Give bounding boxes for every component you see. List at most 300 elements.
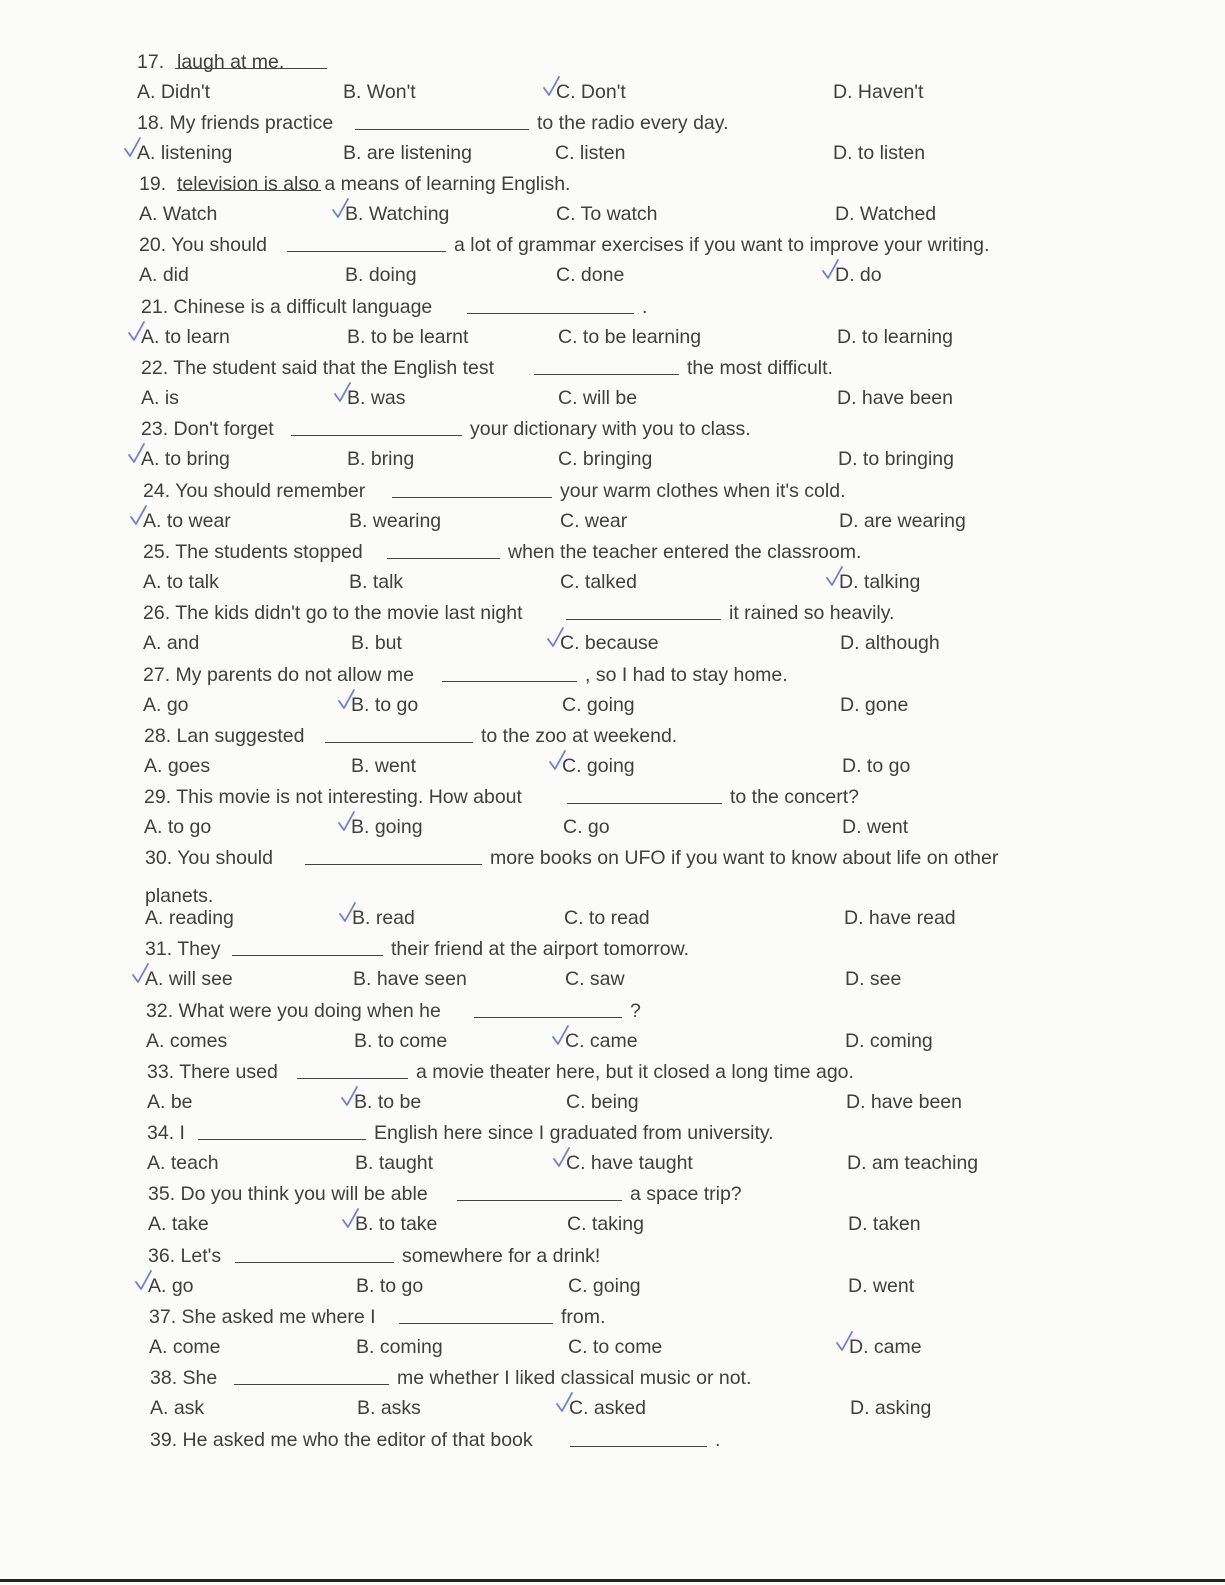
- option-d[interactable]: [850, 1396, 931, 1420]
- option-label: B. going: [351, 816, 423, 838]
- option-label: D. do: [835, 264, 882, 286]
- answer-blank[interactable]: [291, 419, 462, 436]
- option-label: A. comes: [146, 1030, 228, 1052]
- question-text-after-blank: it rained so heavily.: [729, 602, 895, 624]
- option-label: B. to go: [356, 1275, 424, 1297]
- option-label: C. because: [560, 632, 659, 654]
- option-label: C. taking: [567, 1213, 644, 1235]
- question-stem: [147, 1060, 854, 1084]
- option-c[interactable]: [566, 1090, 639, 1114]
- question-text-before-blank: They: [177, 938, 221, 960]
- answer-blank[interactable]: [234, 1368, 389, 1385]
- page-bottom-rule: [0, 1579, 1225, 1582]
- option-b[interactable]: [351, 754, 416, 778]
- option-c[interactable]: [555, 141, 625, 165]
- question-number: 38.: [150, 1367, 178, 1389]
- option-d[interactable]: [833, 80, 923, 104]
- question-21: [0, 295, 1225, 357]
- option-label: B. have seen: [353, 968, 467, 990]
- option-label: A. to go: [144, 816, 212, 838]
- option-label: B. to take: [355, 1213, 438, 1235]
- option-label: C. bringing: [558, 448, 653, 470]
- option-label: B. but: [351, 632, 402, 654]
- question-39: [0, 1428, 1225, 1490]
- answer-blank[interactable]: [399, 1307, 553, 1324]
- question-stem: [150, 1366, 752, 1390]
- question-text-after-blank: a space trip?: [630, 1183, 742, 1205]
- question-text-after-blank: when the teacher entered the classroom.: [508, 541, 862, 563]
- answer-blank[interactable]: [287, 235, 446, 252]
- option-a[interactable]: [149, 1335, 221, 1359]
- question-text-before-blank: The student said that the English test: [173, 357, 495, 379]
- question-32: [0, 999, 1225, 1061]
- option-d[interactable]: [837, 386, 953, 410]
- option-label: D. have been: [837, 387, 954, 409]
- option-label: B. to be: [354, 1091, 422, 1113]
- option-label: D. went: [842, 816, 909, 838]
- option-label: A. and: [143, 632, 200, 654]
- option-d[interactable]: [835, 202, 936, 226]
- option-label: D. Watched: [835, 203, 937, 225]
- option-label: D. to learning: [837, 326, 953, 348]
- option-a[interactable]: [148, 1274, 194, 1298]
- answer-blank[interactable]: [355, 113, 529, 130]
- option-d[interactable]: [848, 1274, 914, 1298]
- option-label: B. to come: [354, 1030, 448, 1052]
- option-label: D. coming: [845, 1030, 933, 1052]
- question-stem: [143, 601, 895, 625]
- question-stem: [141, 356, 833, 380]
- option-b[interactable]: [354, 1029, 447, 1053]
- option-label: B. read: [352, 907, 415, 929]
- question-stem: [141, 417, 751, 441]
- option-d[interactable]: [844, 906, 956, 930]
- question-text-after-blank: .: [715, 1429, 721, 1451]
- option-label: B. are listening: [343, 142, 472, 164]
- option-c[interactable]: [567, 1212, 644, 1236]
- question-number: 25.: [143, 541, 171, 563]
- option-label: D. am teaching: [847, 1152, 979, 1174]
- question-stem: [148, 1244, 601, 1268]
- option-c[interactable]: [565, 967, 625, 991]
- question-number: 19.: [139, 173, 167, 195]
- option-d[interactable]: [842, 754, 910, 778]
- question-34: [0, 1121, 1225, 1183]
- option-b[interactable]: [345, 202, 449, 226]
- option-b[interactable]: [349, 509, 441, 533]
- option-label: C. done: [556, 264, 625, 286]
- question-text-after-blank: to the zoo at weekend.: [481, 725, 678, 747]
- question-33: [0, 1060, 1225, 1122]
- option-label: C. will be: [558, 387, 638, 409]
- option-label: D. went: [848, 1275, 915, 1297]
- question-text-continued: planets.: [145, 885, 214, 907]
- option-c[interactable]: [562, 754, 635, 778]
- question-text-after-blank: television is also a means of learning English.: [177, 173, 571, 195]
- answer-blank[interactable]: [305, 848, 482, 865]
- question-37: [0, 1305, 1225, 1367]
- question-text-after-blank: , so I had to stay home.: [585, 664, 788, 686]
- answer-blank[interactable]: [232, 939, 383, 956]
- option-label: A. go: [148, 1275, 194, 1297]
- option-c[interactable]: [569, 1396, 646, 1420]
- answer-blank[interactable]: [442, 665, 577, 682]
- option-label: C. going: [568, 1275, 641, 1297]
- option-label: A. ask: [150, 1397, 205, 1419]
- question-27: [0, 663, 1225, 725]
- option-label: D. to go: [842, 755, 911, 777]
- question-text-after-blank: a movie theater here, but it closed a long time ago.: [416, 1061, 854, 1083]
- option-label: A. go: [143, 694, 189, 716]
- option-c[interactable]: [556, 202, 658, 226]
- option-c[interactable]: [566, 1151, 693, 1175]
- question-text-before-blank: You should: [171, 234, 267, 256]
- option-a[interactable]: [143, 631, 199, 655]
- answer-blank[interactable]: [467, 297, 634, 314]
- question-text-before-blank: Don't forget: [173, 418, 274, 440]
- question-text-before-blank: He asked me who the editor of that book: [182, 1429, 533, 1451]
- question-number: 28.: [144, 725, 172, 747]
- option-label: C. go: [563, 816, 610, 838]
- option-label: B. taught: [355, 1152, 434, 1174]
- option-label: A. to learn: [141, 326, 230, 348]
- option-d[interactable]: [833, 141, 925, 165]
- answer-blank[interactable]: [392, 481, 552, 498]
- question-text-after-blank: English here since I graduated from university.: [374, 1122, 774, 1144]
- option-d[interactable]: [840, 631, 940, 655]
- option-d[interactable]: [846, 1090, 962, 1114]
- option-b[interactable]: [347, 325, 468, 349]
- option-b[interactable]: [351, 631, 402, 655]
- question-18: [0, 111, 1225, 173]
- option-c[interactable]: [558, 447, 652, 471]
- question-text-before-blank: She: [182, 1367, 218, 1389]
- option-label: C. have taught: [566, 1152, 693, 1174]
- question-stem: [144, 785, 859, 809]
- option-label: D. to listen: [833, 142, 926, 164]
- option-b[interactable]: [347, 386, 406, 410]
- option-label: B. wearing: [349, 510, 442, 532]
- option-c[interactable]: [565, 1029, 638, 1053]
- question-29: [0, 785, 1225, 847]
- option-a[interactable]: [143, 570, 219, 594]
- answer-blank[interactable]: [567, 787, 722, 804]
- answer-blank[interactable]: [325, 726, 473, 743]
- option-label: D. have read: [844, 907, 956, 929]
- option-label: A. to bring: [141, 448, 230, 470]
- question-stem: [148, 1182, 742, 1206]
- question-24: [0, 479, 1225, 541]
- question-22: [0, 356, 1225, 418]
- option-a[interactable]: [137, 80, 210, 104]
- option-label: C. To watch: [556, 203, 658, 225]
- answer-blank[interactable]: [387, 542, 500, 559]
- option-d[interactable]: [835, 263, 882, 287]
- option-d[interactable]: [839, 570, 920, 594]
- option-c[interactable]: [558, 325, 701, 349]
- option-a[interactable]: [146, 1029, 227, 1053]
- option-label: A. teach: [147, 1152, 219, 1174]
- question-text-after-blank: your warm clothes when it's cold.: [560, 480, 846, 502]
- option-c[interactable]: [558, 386, 637, 410]
- option-label: C. asked: [569, 1397, 646, 1419]
- option-label: B. to go: [351, 694, 419, 716]
- option-b[interactable]: [343, 80, 416, 104]
- question-stem: [147, 1121, 774, 1145]
- question-text-after-blank: to the radio every day.: [537, 112, 729, 134]
- question-text-before-blank: You should: [177, 847, 273, 869]
- option-c[interactable]: [562, 693, 635, 717]
- question-stem: [143, 663, 788, 687]
- option-label: D. have been: [846, 1091, 963, 1113]
- option-d[interactable]: [838, 447, 954, 471]
- option-label: B. Won't: [343, 81, 416, 103]
- option-label: A. did: [139, 264, 189, 286]
- option-b[interactable]: [356, 1335, 443, 1359]
- option-b[interactable]: [357, 1396, 421, 1420]
- question-number: 24.: [143, 480, 171, 502]
- question-26: [0, 601, 1225, 663]
- question-36: [0, 1244, 1225, 1306]
- question-25: [0, 540, 1225, 602]
- option-b[interactable]: [353, 967, 467, 991]
- question-number: 20.: [139, 234, 167, 256]
- question-number: 22.: [141, 357, 169, 379]
- option-label: B. talk: [349, 571, 404, 593]
- option-b[interactable]: [351, 815, 423, 839]
- question-stem: [149, 1305, 606, 1329]
- option-a[interactable]: [143, 693, 189, 717]
- option-b[interactable]: [355, 1212, 437, 1236]
- option-a[interactable]: [144, 754, 210, 778]
- question-stem: [143, 479, 846, 503]
- question-text-after-blank: me whether I liked classical music or not.: [397, 1367, 752, 1389]
- question-number: 36.: [148, 1245, 176, 1267]
- option-label: C. being: [566, 1091, 639, 1113]
- question-text-after-blank: a lot of grammar exercises if you want to improve your writing.: [454, 234, 990, 256]
- question-text-before-blank: The students stopped: [175, 541, 363, 563]
- question-text-after-blank: .: [642, 296, 648, 318]
- question-number: 32.: [146, 1000, 174, 1022]
- question-text-before-blank: Chinese is a difficult language: [173, 296, 433, 318]
- question-stem: [145, 937, 690, 961]
- question-17: [0, 50, 1225, 112]
- option-b[interactable]: [355, 1151, 433, 1175]
- question-35: [0, 1182, 1225, 1244]
- option-label: B. bring: [347, 448, 415, 470]
- option-a[interactable]: [141, 325, 230, 349]
- option-label: D. asking: [850, 1397, 932, 1419]
- option-label: D. to bringing: [838, 448, 954, 470]
- option-label: A. is: [141, 387, 179, 409]
- question-number: 39.: [150, 1429, 178, 1451]
- question-20: [0, 233, 1225, 295]
- option-b[interactable]: [345, 263, 417, 287]
- option-d[interactable]: [839, 509, 966, 533]
- answer-blank[interactable]: [570, 1430, 707, 1447]
- answer-blank[interactable]: [534, 358, 679, 375]
- option-label: C. to be learning: [558, 326, 702, 348]
- question-stem: [146, 999, 641, 1023]
- option-a[interactable]: [145, 967, 233, 991]
- question-number: 33.: [147, 1061, 175, 1083]
- option-b[interactable]: [351, 693, 418, 717]
- question-stem: [137, 50, 285, 74]
- answer-blank[interactable]: [235, 1246, 394, 1263]
- question-text-after-blank: ?: [630, 1000, 641, 1022]
- question-31: [0, 937, 1225, 999]
- option-b[interactable]: [347, 447, 414, 471]
- question-38: [0, 1366, 1225, 1428]
- option-label: C. listen: [555, 142, 626, 164]
- option-c[interactable]: [568, 1274, 641, 1298]
- option-d[interactable]: [845, 1029, 933, 1053]
- option-d[interactable]: [847, 1151, 978, 1175]
- option-a[interactable]: [145, 906, 234, 930]
- option-label: A. listening: [137, 142, 233, 164]
- question-text-before-blank: You should remember: [175, 480, 366, 502]
- option-label: A. to wear: [143, 510, 231, 532]
- question-number: 34.: [147, 1122, 175, 1144]
- question-text-before-blank: This movie is not interesting. How about: [176, 786, 522, 808]
- option-a[interactable]: [147, 1090, 193, 1114]
- question-text-before-blank: Lan suggested: [176, 725, 305, 747]
- question-number: 23.: [141, 418, 169, 440]
- question-stem: [139, 172, 571, 196]
- option-c[interactable]: [568, 1335, 662, 1359]
- option-b[interactable]: [356, 1274, 423, 1298]
- option-label: B. doing: [345, 264, 417, 286]
- answer-blank[interactable]: [566, 603, 721, 620]
- option-label: B. to be learnt: [347, 326, 469, 348]
- question-text-before-blank: What were you doing when he: [178, 1000, 441, 1022]
- option-label: D. gone: [840, 694, 909, 716]
- option-label: A. will see: [145, 968, 233, 990]
- option-c[interactable]: [556, 80, 626, 104]
- option-c[interactable]: [563, 815, 610, 839]
- option-label: C. saw: [565, 968, 625, 990]
- option-label: C. going: [562, 755, 635, 777]
- option-label: D. although: [840, 632, 940, 654]
- question-text-before-blank: There used: [179, 1061, 278, 1083]
- option-label: A. Watch: [139, 203, 218, 225]
- option-label: B. coming: [356, 1336, 443, 1358]
- option-c[interactable]: [556, 263, 624, 287]
- option-a[interactable]: [148, 1212, 209, 1236]
- question-30: [0, 846, 1225, 938]
- question-text-after-blank: to the concert?: [730, 786, 859, 808]
- option-label: B. asks: [357, 1397, 421, 1419]
- question-text-after-blank: laugh at me.: [177, 51, 285, 73]
- question-text-after-blank: the most difficult.: [687, 357, 833, 379]
- option-d[interactable]: [837, 325, 953, 349]
- option-label: A. come: [149, 1336, 221, 1358]
- option-d[interactable]: [849, 1335, 922, 1359]
- option-b[interactable]: [349, 570, 403, 594]
- question-number: 21.: [141, 296, 169, 318]
- question-text-after-blank: from.: [561, 1306, 606, 1328]
- option-label: D. are wearing: [839, 510, 966, 532]
- question-text-before-blank: My parents do not allow me: [175, 664, 414, 686]
- option-a[interactable]: [137, 141, 232, 165]
- option-c[interactable]: [560, 509, 627, 533]
- option-a[interactable]: [144, 815, 211, 839]
- option-label: C. to read: [564, 907, 650, 929]
- question-number: 35.: [148, 1183, 176, 1205]
- option-label: D. talking: [839, 571, 921, 593]
- question-text-after-blank: their friend at the airport tomorrow.: [391, 938, 690, 960]
- option-label: A. goes: [144, 755, 211, 777]
- option-label: A. take: [148, 1213, 209, 1235]
- question-text-before-blank: Let's: [180, 1245, 222, 1267]
- question-stem: [139, 233, 990, 257]
- option-c[interactable]: [560, 631, 659, 655]
- question-number: 17.: [137, 51, 165, 73]
- question-stem: [143, 540, 862, 564]
- question-stem: [145, 846, 999, 870]
- option-label: A. reading: [145, 907, 234, 929]
- option-d[interactable]: [842, 815, 908, 839]
- option-label: D. Haven't: [833, 81, 924, 103]
- answer-blank[interactable]: [297, 1062, 408, 1079]
- option-a[interactable]: [139, 263, 189, 287]
- option-label: C. Don't: [556, 81, 626, 103]
- option-label: C. talked: [560, 571, 637, 593]
- option-a[interactable]: [150, 1396, 204, 1420]
- question-number: 30.: [145, 847, 173, 869]
- option-c[interactable]: [564, 906, 650, 930]
- question-text-before-blank: My friends practice: [169, 112, 334, 134]
- answer-blank[interactable]: [474, 1001, 622, 1018]
- answer-blank[interactable]: [457, 1184, 622, 1201]
- option-c[interactable]: [560, 570, 637, 594]
- option-a[interactable]: [141, 386, 179, 410]
- option-label: C. going: [562, 694, 635, 716]
- option-a[interactable]: [147, 1151, 219, 1175]
- option-label: A. be: [147, 1091, 193, 1113]
- question-text-before-blank: Do you think you will be able: [180, 1183, 428, 1205]
- question-text-before-blank: The kids didn't go to the movie last night: [175, 602, 523, 624]
- option-b[interactable]: [354, 1090, 421, 1114]
- option-a[interactable]: [139, 202, 217, 226]
- question-text-after-blank: your dictionary with you to class.: [470, 418, 751, 440]
- question-number: 26.: [143, 602, 171, 624]
- question-number: 37.: [149, 1306, 177, 1328]
- question-text-after-blank: more books on UFO if you want to know about life on other: [490, 847, 999, 869]
- answer-blank[interactable]: [198, 1123, 366, 1140]
- question-number: 18.: [137, 112, 165, 134]
- question-19: [0, 172, 1225, 234]
- question-28: [0, 724, 1225, 786]
- option-label: B. went: [351, 755, 417, 777]
- option-label: D. came: [849, 1336, 922, 1358]
- option-d[interactable]: [845, 967, 901, 991]
- question-text-after-blank: somewhere for a drink!: [402, 1245, 601, 1267]
- option-label: C. wear: [560, 510, 628, 532]
- option-a[interactable]: [141, 447, 230, 471]
- option-d[interactable]: [848, 1212, 921, 1236]
- option-d[interactable]: [840, 693, 908, 717]
- question-number: 29.: [144, 786, 172, 808]
- option-a[interactable]: [143, 509, 231, 533]
- option-b[interactable]: [343, 141, 472, 165]
- question-stem: [144, 724, 678, 748]
- question-number: 27.: [143, 664, 171, 686]
- option-b[interactable]: [352, 906, 415, 930]
- option-label: B. Watching: [345, 203, 450, 225]
- option-label: D. see: [845, 968, 902, 990]
- question-text-before-blank: I: [179, 1122, 185, 1144]
